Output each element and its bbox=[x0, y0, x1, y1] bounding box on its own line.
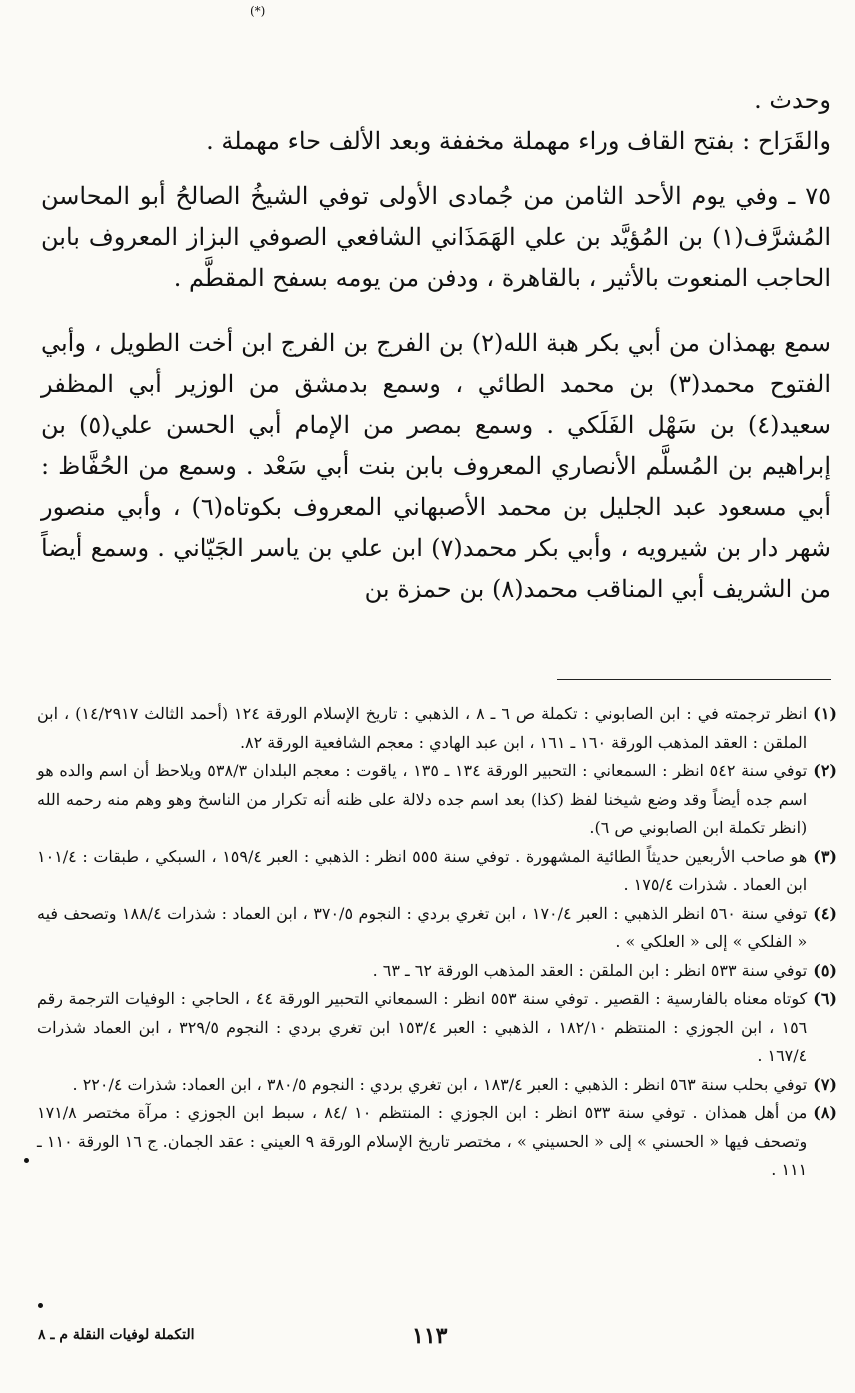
ink-speck bbox=[24, 1158, 29, 1163]
footnote-text: انظر ترجمته في : ابن الصابوني : تكملة ص ٦ ـ ٨ ، الذهبي : تاريخ الإسلام الورقة ١٢٤ (أحمد الثالث ١٤/٢٩١٧) ، ابن الملقن : العقد المذهب الورقة ١٦٠ ـ ١٦١ ، ابن عبد الهادي : معجم الشافعية الورقة ٨٢. bbox=[37, 704, 808, 752]
paragraph-teachers: سمع بهمذان من أبي بكر هبة الله(٢) بن الفرج بن الفرج ابن أخت الطويل ، وأبي الفتوح محمد(٣) بن محمد الطائي ، وسمع بدمشق من الوزير أبي المظفر سعيد(٤) بن سَهْل الفَلَكي . وسمع بمصر من الإمام أبي الحسن علي(٥) بن إبراهيم بن المُسلَّم الأنصاري المعروف بابن بنت أبي سَعْد . وسمع من الحُفَّاظ : أبي مسعود عبد الجليل بن محمد الأصبهاني المعروف بكوتاه(٦) ، وأبي منصور شهر دار بن شيرويه ، وأبي بكر محمد(٧) ابن علي بن ياسر الجَيّاني . وسمع أيضاً من الشريف أبي المناقب محمد(٨) بن حمزة بن bbox=[41, 329, 831, 603]
footnote bbox=[37, 843, 837, 900]
footnote-number: (٨) bbox=[813, 1103, 837, 1122]
footnotes bbox=[37, 700, 837, 1185]
main-text bbox=[41, 80, 831, 610]
ink-speck bbox=[38, 1303, 43, 1308]
paragraph-1: وحدث . bbox=[754, 86, 831, 114]
footnote-number: (٤) bbox=[813, 903, 837, 923]
footnote-number: (٢) bbox=[813, 761, 837, 780]
footnote bbox=[37, 700, 837, 757]
page-footer bbox=[0, 1323, 855, 1353]
footnote-number: (٥) bbox=[813, 960, 837, 980]
paragraph-entry-75: ٧٥ ـ وفي يوم الأحد الثامن من جُمادى الأولى توفي الشيخُ الصالحُ أبو المحاسن المُشرَّف(١) بن المُؤيَّد بن علي الهَمَذَاني الشافعي الصوفي البزاز المعروف بابن الحاجب المنعوت بالأثير ، بالقاهرة ، ودفن من يومه بسفح المقطَّم . bbox=[41, 182, 831, 292]
footnote-text: كوتاه معناه بالفارسية : القصير . توفي سنة ٥٥٣ انظر : السمعاني التحبير الورقة ٤٤ ، الحاجي : الوفيات الترجمة رقم ١٥٦ ، ابن الجوزي : المنتظم ١٨٢/١٠ ، الذهبي : العبر ١٥٣/٤ ابن تغري بردي : النجوم ٣٢٩/٥ ، ابن العماد شذرات ١٦٧/٤ . bbox=[37, 989, 808, 1065]
footnote-number: (٧) bbox=[813, 1074, 837, 1094]
footnote-separator bbox=[557, 679, 831, 680]
book-title-footer: التكملة لوفيات النقلة م ـ ٨ bbox=[38, 1327, 195, 1343]
footnote bbox=[37, 985, 837, 1071]
footnote-text: توفي بحلب سنة ٥٦٣ انظر : الذهبي : العبر ١٨٣/٤ ، ابن تغري بردي : النجوم ٣٨٠/٥ ، ابن العماد: شذرات ٢٢٠/٤ . bbox=[72, 1074, 808, 1094]
footnote-text: من أهل همذان . توفي سنة ٥٣٣ انظر : ابن الجوزي : المنتظم ١٠ /٨٤ ، سبط ابن الجوزي : مرآة مختصر ١٧١/٨ وتصحف فيها « الحسني » إلى « الحسيني » ، مختصر تاريخ الإسلام الورقة ٩ العيني : عقد الجمان. ج ١٦ الورقة ١١٠ ـ ١١١ . bbox=[37, 1103, 808, 1179]
footnote-text: توفي سنة ٥٣٣ انظر : ابن الملقن : العقد المذهب الورقة ٦٢ ـ ٦٣ . bbox=[372, 960, 808, 980]
footnote bbox=[37, 1099, 837, 1185]
footnote-text: توفي سنة ٥٤٢ انظر : السمعاني : التحبير الورقة ١٣٤ ـ ١٣٥ ، ياقوت : معجم البلدان ٥٣٨/٣ ويلاحظ أن اسم والده هو اسم جده أيضاً وقد وضع شيخنا لفظ (كذا) بعد اسم جده دلالة على ظنه أنه تكرار من الناسخ وهو وهم منه رحمه الله (انظر تكملة ابن الصابوني ص ٦). bbox=[37, 761, 808, 837]
footnote-number: (٣) bbox=[813, 846, 837, 866]
footnote-text: هو صاحب الأربعين حديثاً الطائية المشهورة . توفي سنة ٥٥٥ انظر : الذهبي : العبر ١٥٩/٤ ، السبكي ، طبقات : ١٠١/٤ ابن العماد . شذرات ١٧٥/٤ . bbox=[37, 846, 808, 894]
footnote-number: (٦) bbox=[813, 989, 837, 1008]
footnote bbox=[37, 757, 837, 843]
footnote-number: (١) bbox=[813, 704, 837, 723]
footnote bbox=[37, 1071, 837, 1100]
footnote bbox=[37, 900, 837, 957]
paragraph-2: والقَرَاح : بفتح القاف وراء مهملة مخففة وبعد الألف حاء مهملة . bbox=[206, 127, 831, 155]
top-ornament: (*) bbox=[250, 4, 266, 18]
page-number: ١١٣ bbox=[412, 1323, 448, 1349]
footnote-text: توفي سنة ٥٦٠ انظر الذهبي : العبر ١٧٠/٤ ، ابن تغري بردي : النجوم ٣٧٠/٥ ، ابن العماد : شذرات ١٨٨/٤ وتصحف فيه « الفلكي » إلى « العلكي » . bbox=[37, 903, 808, 951]
footnote bbox=[37, 957, 837, 986]
